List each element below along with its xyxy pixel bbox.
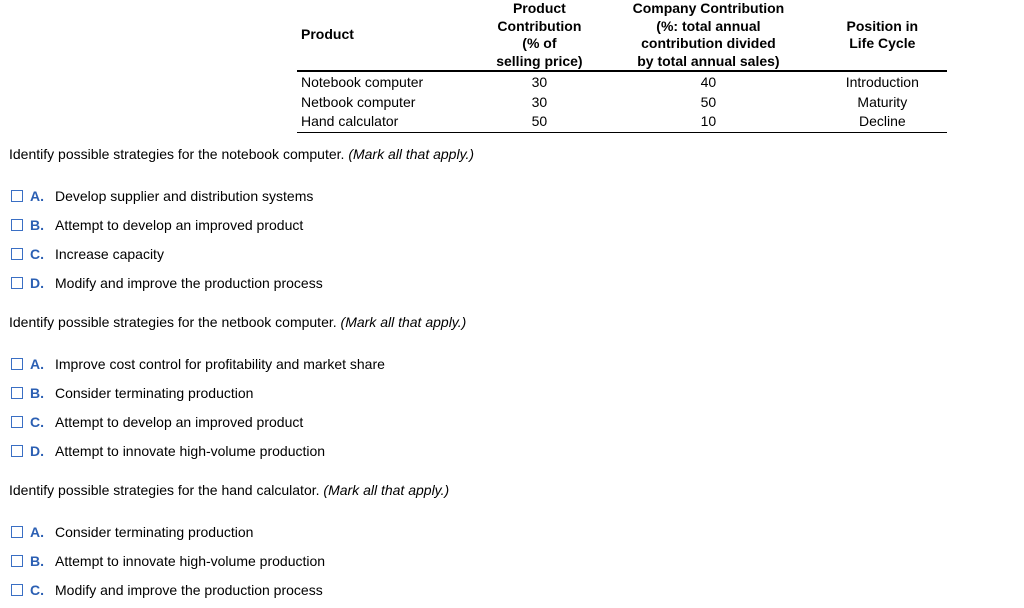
table-row (297, 71, 947, 93)
checkbox[interactable] (11, 358, 23, 370)
option-item[interactable] (11, 575, 325, 604)
option-text: Modify and improve the production process (55, 274, 323, 291)
cell-company-contribution: 10 (599, 112, 817, 132)
option-item[interactable] (11, 436, 385, 465)
option-text: Consider terminating production (55, 523, 254, 540)
option-text: Modify and improve the production process (55, 581, 323, 598)
header-product (297, 0, 480, 71)
question-instruction: (Mark all that apply.) (348, 146, 475, 162)
header-position (818, 0, 947, 71)
checkbox[interactable] (11, 277, 23, 289)
option-text: Consider terminating production (55, 384, 254, 401)
cell-product: Hand calculator (297, 112, 480, 132)
option-item[interactable] (11, 268, 323, 297)
option-text: Attempt to innovate high-volume production (55, 552, 326, 569)
cell-product-contribution: 30 (531, 93, 548, 110)
cell-product: Netbook computer (301, 93, 416, 110)
checkbox[interactable] (11, 416, 23, 428)
question-prompt: Identify possible strategies for the netbook computer. (9, 314, 337, 330)
header-line: by total annual sales) (637, 52, 780, 69)
option-text: Attempt to develop an improved product (55, 413, 304, 430)
header-line: Position in (846, 17, 919, 34)
option-letter: B. (30, 384, 44, 401)
header-company-contribution (599, 0, 817, 71)
cell-position: Introduction (845, 74, 919, 90)
checkbox[interactable] (11, 219, 23, 231)
header-line: Company Contribution (632, 0, 785, 16)
cell-product-contribution: 30 (531, 74, 548, 90)
cell-company-contribution: 40 (700, 74, 717, 90)
option-text: Attempt to develop an improved product (55, 216, 304, 233)
option-letter: A. (30, 355, 44, 372)
cell-position: Decline (818, 112, 947, 132)
question-instruction: (Mark all that apply.) (340, 314, 467, 330)
option-letter: D. (30, 274, 44, 291)
checkbox[interactable] (11, 190, 23, 202)
cell-product: Notebook computer (301, 74, 424, 90)
cell-position: Maturity (857, 93, 908, 110)
question-hand-calculator (9, 482, 449, 498)
option-item[interactable] (11, 546, 325, 575)
question-netbook (9, 314, 466, 330)
option-item[interactable] (11, 407, 385, 436)
header-line: (% of (522, 35, 557, 51)
checkbox[interactable] (11, 387, 23, 399)
question-prompt: Identify possible strategies for the notebook computer. (9, 146, 345, 162)
header-line: Life Cycle (849, 35, 916, 51)
options-notebook (11, 181, 323, 297)
product-table (297, 0, 947, 133)
checkbox[interactable] (11, 555, 23, 567)
option-letter: C. (30, 245, 44, 262)
option-letter: D. (30, 442, 44, 459)
checkbox[interactable] (11, 248, 23, 260)
cell-company-contribution: 50 (700, 93, 717, 110)
header-line: Product (512, 0, 566, 16)
option-item[interactable] (11, 517, 325, 546)
question-prompt: Identify possible strategies for the hand calculator. (9, 482, 320, 498)
option-letter: A. (30, 523, 44, 540)
option-text: Develop supplier and distribution systems (55, 187, 314, 204)
header-line: Contribution (497, 17, 582, 34)
option-text: Increase capacity (55, 245, 164, 262)
header-product-label: Product (301, 26, 354, 43)
option-text: Improve cost control for profitability and market share (55, 355, 385, 372)
option-item[interactable] (11, 378, 385, 407)
option-item[interactable] (11, 349, 385, 378)
header-line: (%: total annual (656, 17, 761, 34)
option-item[interactable] (11, 239, 323, 268)
question-instruction: (Mark all that apply.) (323, 482, 450, 498)
option-letter: B. (30, 552, 44, 569)
checkbox[interactable] (11, 584, 23, 596)
option-letter: C. (30, 413, 44, 430)
question-notebook (9, 146, 474, 162)
option-letter: A. (30, 187, 44, 204)
options-netbook (11, 349, 385, 465)
checkbox[interactable] (11, 445, 23, 457)
table-header-row (297, 0, 947, 71)
option-letter: C. (30, 581, 44, 598)
checkbox[interactable] (11, 526, 23, 538)
option-item[interactable] (11, 210, 323, 239)
header-line: selling price) (496, 52, 583, 69)
options-hand-calculator (11, 517, 325, 604)
cell-product-contribution: 50 (480, 112, 600, 132)
header-product-contribution (480, 0, 600, 71)
option-item[interactable] (11, 181, 323, 210)
table-row (297, 93, 947, 113)
table-row (297, 112, 947, 132)
header-line: contribution divided (641, 35, 776, 51)
option-text: Attempt to innovate high-volume production (55, 442, 326, 459)
option-letter: B. (30, 216, 44, 233)
